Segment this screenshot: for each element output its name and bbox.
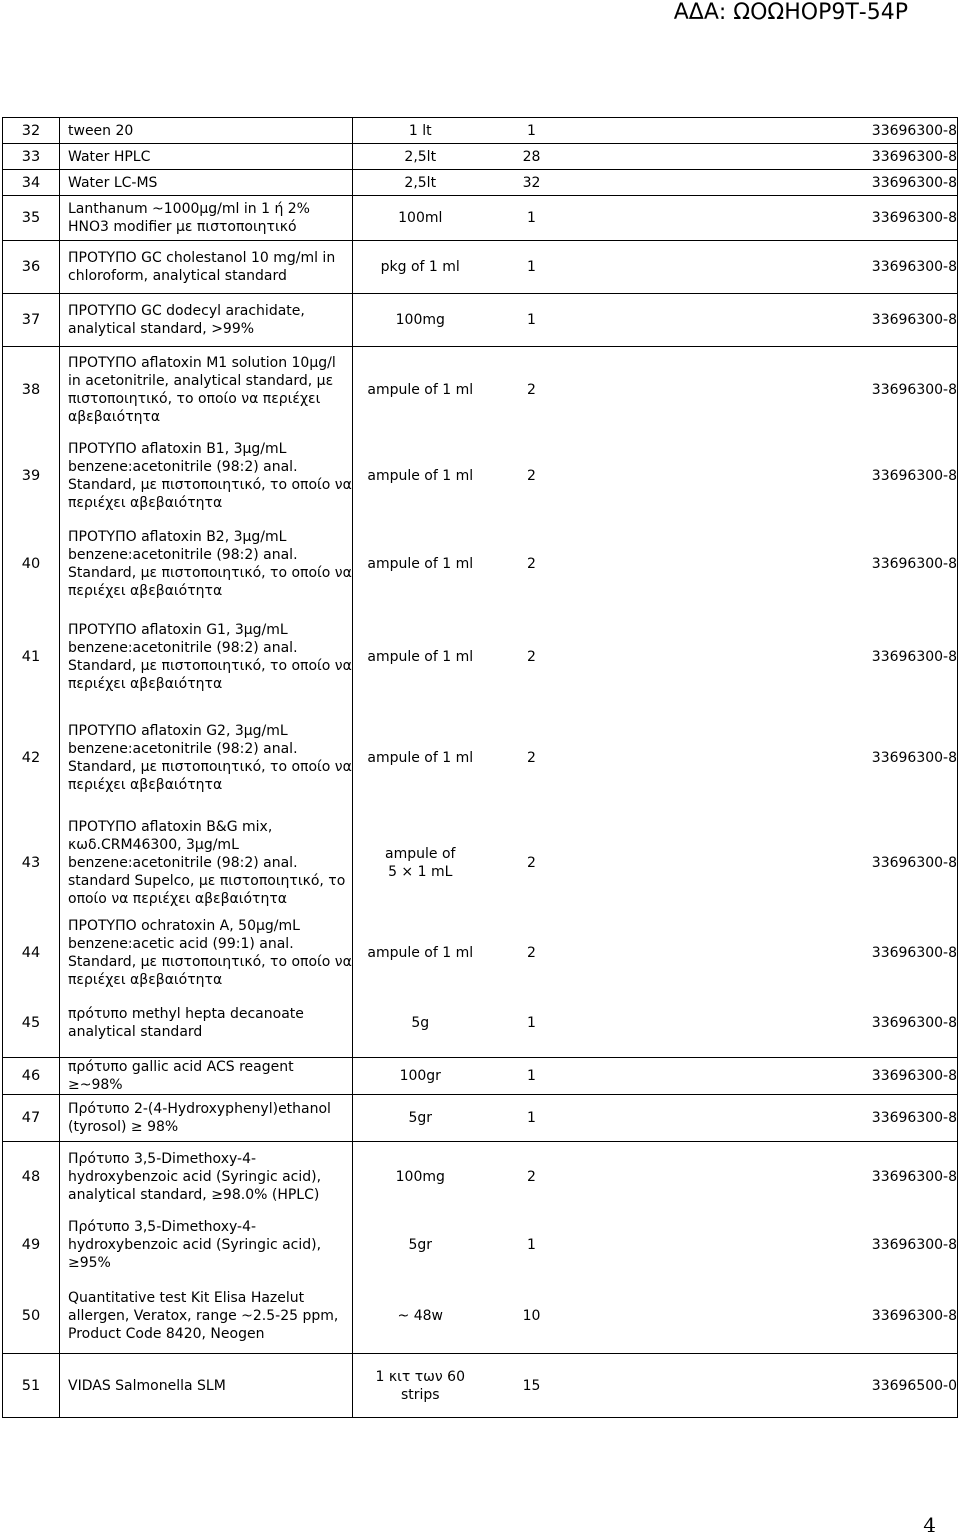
description-line: Πρότυπο 3,5-Dimethoxy-4- xyxy=(68,1219,257,1235)
item-description xyxy=(60,1095,353,1142)
description-line: περιέχει αβεβαιότητα xyxy=(68,582,223,599)
row-number: 51 xyxy=(3,1354,60,1418)
cpv-code: 33696300-8 xyxy=(576,520,958,608)
table-row xyxy=(3,294,958,347)
description-line: ΠΡΟΤΥΠΟ aflatoxin G2, 3μg/mL xyxy=(68,722,288,739)
item-description xyxy=(60,1212,353,1279)
item-count: 2 xyxy=(527,648,536,665)
description-line: benzene:acetonitrile (98:2) anal. xyxy=(68,459,298,475)
item-quantity: 5gr xyxy=(353,1095,488,1142)
cpv-code: 33696300-8 xyxy=(576,347,958,433)
item-quantity xyxy=(353,810,488,917)
description-line: Standard, με πιστοποιητικό, το οποίο να xyxy=(68,758,352,775)
cpv-code: 33696300-8 xyxy=(576,118,958,144)
item-count: 2 xyxy=(488,347,576,433)
description-line: πρότυπο methyl hepta decanoate xyxy=(68,1006,304,1023)
description-line: ΠΡΟΤΥΠΟ aflatoxin M1 solution 10μg/l xyxy=(68,354,336,371)
item-description xyxy=(60,144,353,170)
row-number: 36 xyxy=(3,241,60,294)
item-count: 1 xyxy=(488,294,576,347)
description-line: benzene:acetonitrile (98:2) anal. xyxy=(68,855,298,871)
cpv-code: 33696300-8 xyxy=(576,1212,958,1279)
table-row xyxy=(3,170,958,196)
cpv-code: 33696300-8 xyxy=(576,241,958,294)
description-line: HNO3 modifier με πιστοποιητικό xyxy=(68,219,297,235)
item-quantity: 100mg xyxy=(353,1142,488,1212)
row-number: 47 xyxy=(3,1095,60,1142)
table-row xyxy=(3,118,958,144)
description-line: benzene:acetic acid (99:1) anal. xyxy=(68,936,294,952)
cpv-code: 33696300-8 xyxy=(576,196,958,241)
description-line: ΠΡΟΤΥΠΟ aflatoxin G1, 3μg/mL xyxy=(68,621,288,638)
table-row xyxy=(3,608,958,706)
row-number: 40 xyxy=(3,520,60,608)
item-quantity: ~ 48w xyxy=(353,1279,488,1354)
description-line: ΠΡΟΤΥΠΟ GC cholestanol 10 mg/ml in xyxy=(68,250,336,266)
item-description xyxy=(60,196,353,241)
item-description xyxy=(60,241,353,294)
row-number: 45 xyxy=(3,990,60,1058)
item-quantity: 100gr xyxy=(353,1058,488,1095)
quantity-line: 1 κιτ των 60 xyxy=(375,1368,465,1385)
item-description xyxy=(60,1142,353,1212)
item-description xyxy=(60,990,353,1058)
description-line: (tyrosol) ≥ 98% xyxy=(68,1119,179,1135)
description-line: Standard, με πιστοποιητικό, το οποίο να xyxy=(68,657,352,674)
item-quantity: ampule of 1 ml xyxy=(353,347,488,433)
table-row xyxy=(3,917,958,990)
item-quantity: ampule of 1 ml xyxy=(353,706,488,810)
item-quantity: ampule of 1 ml xyxy=(353,917,488,990)
item-count: 1 xyxy=(488,990,576,1058)
description-line: Standard, με πιστοποιητικό, το οποίο να xyxy=(68,477,352,493)
item-description xyxy=(60,347,353,433)
row-number: 49 xyxy=(3,1212,60,1279)
description-line: κωδ.CRM46300, 3μg/mL xyxy=(68,837,239,853)
item-count: 2 xyxy=(488,1142,576,1212)
description-line: πιστοποιητικό, το οποίο να περιέχει xyxy=(68,390,321,407)
description-line: analytical standard xyxy=(68,1024,203,1041)
description-line: οποίο να περιέχει αβεβαιότητα xyxy=(68,891,287,907)
item-count: 15 xyxy=(488,1354,576,1418)
item-quantity: 100mg xyxy=(353,294,488,347)
quantity-line: ampule of xyxy=(385,846,456,862)
description-line: περιέχει αβεβαιότητα xyxy=(68,972,223,988)
table-row xyxy=(3,1095,958,1142)
description-line: Lanthanum ~1000μg/ml in 1 ή 2% xyxy=(68,201,310,217)
table-row xyxy=(3,706,958,810)
table-row xyxy=(3,990,958,1058)
item-count: 1 xyxy=(527,1237,536,1253)
row-number: 43 xyxy=(3,810,60,917)
description-line: Water HPLC xyxy=(68,148,151,165)
quantity-line: 5 × 1 mL xyxy=(388,864,453,880)
description-line: allergen, Veratox, range ~2.5-25 ppm, xyxy=(68,1307,339,1324)
item-description xyxy=(60,1354,353,1418)
page-number: 4 xyxy=(923,1513,936,1537)
description-line: πρότυπο gallic acid ACS reagent ≥~98% xyxy=(68,1059,294,1093)
item-description xyxy=(60,706,353,810)
description-line: standard Supelco, με πιστοποιητικό, το xyxy=(68,873,346,889)
description-line: Standard, με πιστοποιητικό, το οποίο να xyxy=(68,564,352,581)
item-count: 1 xyxy=(488,241,576,294)
description-line: chloroform, analytical standard xyxy=(68,268,287,284)
quantity-line: strips xyxy=(400,1386,440,1403)
item-count: 28 xyxy=(488,144,576,170)
item-count: 2 xyxy=(527,468,536,484)
document-id: ΑΔΑ: ΩΟΩΗΟΡ9Τ-54Ρ xyxy=(673,0,908,25)
description-line: Quantitative test Kit Elisa Hazelut xyxy=(68,1289,305,1306)
description-line: analytical standard, >99% xyxy=(68,321,255,337)
description-line: VIDAS Salmonella SLM xyxy=(68,1377,226,1394)
cpv-code: 33696300-8 xyxy=(576,144,958,170)
description-line: ΠΡΟΤΥΠΟ aflatoxin B2, 3μg/mL xyxy=(68,528,287,545)
item-quantity: 5gr xyxy=(353,1212,488,1279)
cpv-code: 33696300-8 xyxy=(576,608,958,706)
description-line: benzene:acetonitrile (98:2) anal. xyxy=(68,639,298,656)
item-count: 32 xyxy=(488,170,576,196)
item-quantity: 5g xyxy=(353,990,488,1058)
cpv-code: 33696500-0 xyxy=(576,1354,958,1418)
item-quantity: ampule of 1 ml xyxy=(353,433,488,520)
description-line: Product Code 8420, Neogen xyxy=(68,1325,265,1342)
description-line: Πρότυπο 2-(4-Hydroxyphenyl)ethanol xyxy=(68,1101,331,1117)
item-count: 2 xyxy=(527,555,536,572)
item-description xyxy=(60,917,353,990)
row-number: 46 xyxy=(3,1058,60,1095)
table-row xyxy=(3,196,958,241)
row-number: 33 xyxy=(3,144,60,170)
description-line: Πρότυπο 3,5-Dimethoxy-4- xyxy=(68,1150,257,1167)
cpv-code: 33696300-8 xyxy=(576,294,958,347)
item-count: 2 xyxy=(527,855,536,871)
description-line: ΠΡΟΤΥΠΟ ochratoxin A, 50μg/mL xyxy=(68,918,300,934)
item-description xyxy=(60,810,353,917)
item-quantity: ampule of 1 ml xyxy=(353,520,488,608)
item-count: 1 xyxy=(488,1058,576,1095)
row-number: 42 xyxy=(3,706,60,810)
row-number: 32 xyxy=(3,118,60,144)
cpv-code: 33696300-8 xyxy=(576,1095,958,1142)
description-line: περιέχει αβεβαιότητα xyxy=(68,675,223,692)
item-description xyxy=(60,1058,353,1095)
item-quantity: pkg of 1 ml xyxy=(353,241,488,294)
table-row xyxy=(3,1279,958,1354)
item-description xyxy=(60,170,353,196)
item-quantity: 1 lt xyxy=(353,118,488,144)
description-line: ΠΡΟΤΥΠΟ aflatoxin B&G mix, xyxy=(68,819,273,835)
description-line: hydroxybenzoic acid (Syringic acid), xyxy=(68,1168,322,1185)
cpv-code: 33696300-8 xyxy=(576,170,958,196)
table-row xyxy=(3,810,958,917)
item-count: 10 xyxy=(488,1279,576,1354)
table-row xyxy=(3,144,958,170)
item-count: 1 xyxy=(488,196,576,241)
table-row xyxy=(3,520,958,608)
description-line: περιέχει αβεβαιότητα xyxy=(68,776,223,793)
item-quantity: 2,5lt xyxy=(353,170,488,196)
row-number: 41 xyxy=(3,608,60,706)
description-line: benzene:acetonitrile (98:2) anal. xyxy=(68,546,298,563)
item-description xyxy=(60,520,353,608)
item-description xyxy=(60,433,353,520)
description-line: hydroxybenzoic acid (Syringic acid), xyxy=(68,1237,322,1253)
cpv-code: 33696300-8 xyxy=(576,810,958,917)
item-count: 1 xyxy=(488,1095,576,1142)
description-line: in acetonitrile, analytical standard, με xyxy=(68,372,334,389)
table-row xyxy=(3,433,958,520)
item-count: 2 xyxy=(527,749,536,766)
row-number: 38 xyxy=(3,347,60,433)
description-line: tween 20 xyxy=(68,122,134,139)
table-row xyxy=(3,1212,958,1279)
description-line: Standard, με πιστοποιητικό, το οποίο να xyxy=(68,954,352,970)
item-description xyxy=(60,118,353,144)
table-row xyxy=(3,1354,958,1418)
cpv-code: 33696300-8 xyxy=(576,1279,958,1354)
cpv-code: 33696300-8 xyxy=(576,990,958,1058)
description-line: Water LC-MS xyxy=(68,174,158,191)
row-number: 50 xyxy=(3,1279,60,1354)
cpv-code: 33696300-8 xyxy=(576,706,958,810)
description-line: ΠΡΟΤΥΠΟ aflatoxin B1, 3μg/mL xyxy=(68,441,287,457)
description-line: περιέχει αβεβαιότητα xyxy=(68,495,223,511)
table-row xyxy=(3,241,958,294)
cpv-code: 33696300-8 xyxy=(576,433,958,520)
item-count: 2 xyxy=(527,945,536,961)
cpv-code: 33696300-8 xyxy=(576,1058,958,1095)
table-row xyxy=(3,1058,958,1095)
item-description xyxy=(60,608,353,706)
table-row xyxy=(3,347,958,433)
item-description xyxy=(60,294,353,347)
items-table xyxy=(2,117,958,1418)
table-row xyxy=(3,1142,958,1212)
item-count: 1 xyxy=(488,118,576,144)
item-quantity: 100ml xyxy=(353,196,488,241)
row-number: 48 xyxy=(3,1142,60,1212)
description-line: benzene:acetonitrile (98:2) anal. xyxy=(68,740,298,757)
description-line: ΠΡΟΤΥΠΟ GC dodecyl arachidate, xyxy=(68,303,305,319)
row-number: 35 xyxy=(3,196,60,241)
description-line: αβεβαιότητα xyxy=(68,408,161,425)
description-line: analytical standard, ≥98.0% (HPLC) xyxy=(68,1186,320,1203)
row-number: 39 xyxy=(3,433,60,520)
item-quantity xyxy=(353,1354,488,1418)
item-quantity: 2,5lt xyxy=(353,144,488,170)
description-line: ≥95% xyxy=(68,1255,111,1271)
cpv-code: 33696300-8 xyxy=(576,1142,958,1212)
cpv-code: 33696300-8 xyxy=(576,917,958,990)
row-number: 37 xyxy=(3,294,60,347)
item-quantity: ampule of 1 ml xyxy=(353,608,488,706)
item-description xyxy=(60,1279,353,1354)
row-number: 34 xyxy=(3,170,60,196)
row-number: 44 xyxy=(3,917,60,990)
